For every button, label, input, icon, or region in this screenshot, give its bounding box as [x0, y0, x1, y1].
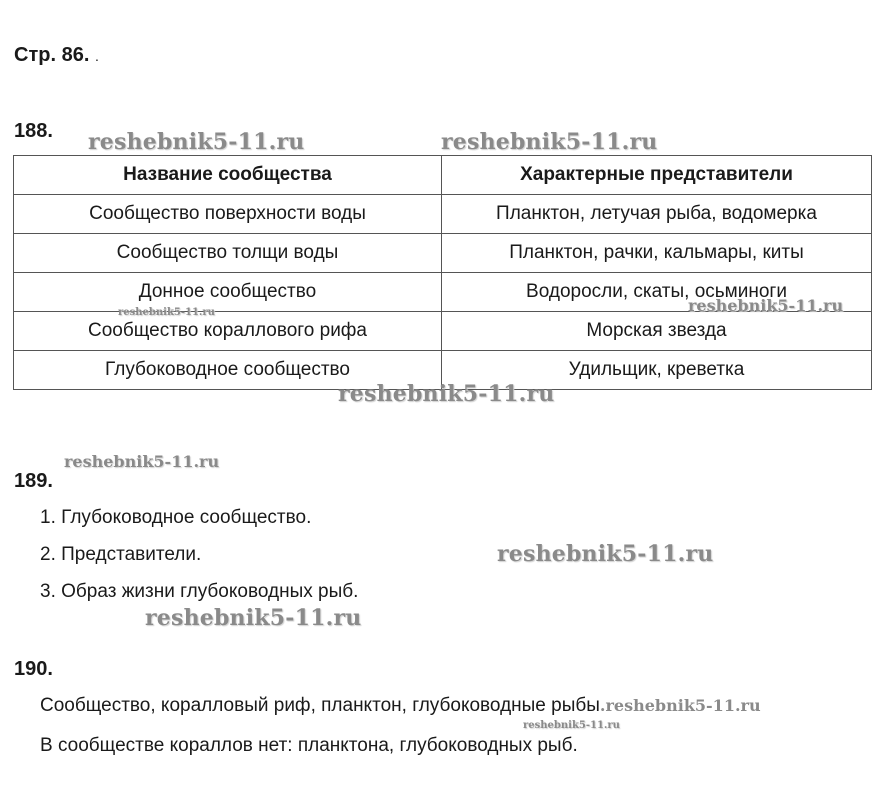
table-cell: Планктон, рачки, кальмары, киты	[442, 234, 872, 273]
task-190-number: 190.	[14, 658, 53, 680]
watermark: reshebnik5-11.ru	[688, 296, 844, 315]
table-cell: Глубоководное сообщество	[14, 351, 442, 390]
table-row	[14, 234, 872, 273]
task-190-line-1	[40, 695, 761, 717]
task-189-number: 189.	[14, 470, 53, 492]
task-188-number: 188.	[14, 120, 53, 142]
task-189-list	[40, 505, 358, 616]
page-reference-text: Стр. 86.	[14, 44, 90, 66]
task-190-line-1-text: Сообщество, коралловый риф, планктон, глубоководные рыбы	[40, 695, 600, 716]
list-item: 2. Представители.	[40, 544, 202, 565]
watermark: reshebnik5-11.ru	[497, 541, 714, 567]
page-reference-dot: .	[94, 48, 99, 64]
watermark: reshebnik5-11.ru	[118, 307, 215, 318]
communities-table	[13, 155, 872, 390]
watermark: reshebnik5-11.ru	[441, 129, 658, 155]
table-header-cell: Название сообщества	[14, 156, 442, 195]
table-cell: Сообщество поверхности воды	[14, 195, 442, 234]
table-cell: Водоросли, скаты, осьминоги	[442, 273, 872, 312]
list-item: 1. Глубоководное сообщество.	[40, 507, 312, 528]
page-reference	[14, 44, 99, 67]
task-190-line-2: В сообществе кораллов нет: планктона, глубоководных рыб.	[40, 735, 578, 756]
list-item: 3. Образ жизни глубоководных рыб.	[40, 581, 359, 602]
watermark: reshebnik5-11.ru	[338, 381, 555, 407]
table-header-row	[14, 156, 872, 195]
table-header-cell: Характерные представители	[442, 156, 872, 195]
watermark: reshebnik5-11.ru	[64, 452, 220, 471]
table-cell: Удильщик, креветка	[442, 351, 872, 390]
watermark: reshebnik5-11.ru	[523, 720, 620, 731]
table-cell: Сообщество толщи воды	[14, 234, 442, 273]
table-cell: Планктон, летучая рыба, водомерка	[442, 195, 872, 234]
watermark: .reshebnik5-11.ru	[599, 696, 761, 715]
table-cell: Сообщество кораллового рифа	[14, 312, 442, 351]
table-row	[14, 195, 872, 234]
watermark: reshebnik5-11.ru	[145, 605, 362, 631]
table-cell: Морская звезда	[442, 312, 872, 351]
watermark: reshebnik5-11.ru	[88, 129, 305, 155]
table-cell: Донное сообщество	[14, 273, 442, 312]
